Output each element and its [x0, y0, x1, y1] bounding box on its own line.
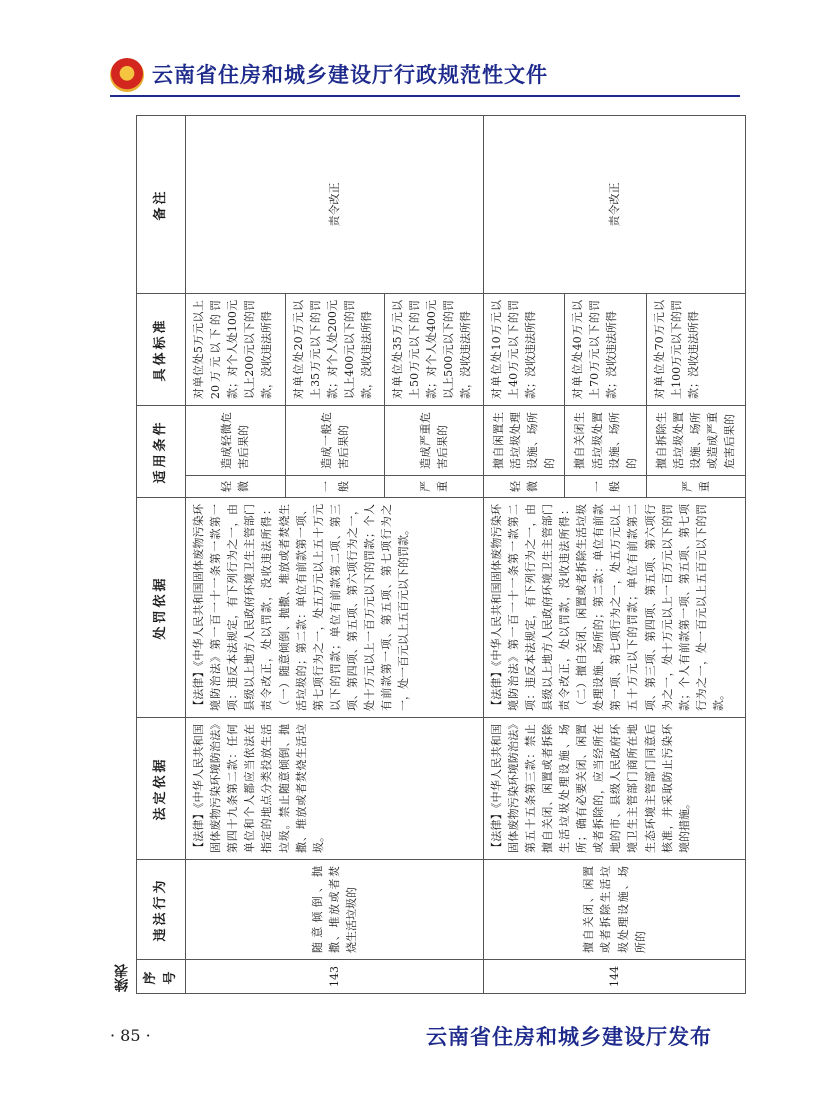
column-header-standard: 具体标准 — [137, 293, 186, 405]
header-title: 云南省住房和城乡建设厅行政规范性文件 — [152, 63, 548, 87]
row-condition: 擅自关闭生活垃圾处置设施、场所的 — [565, 405, 646, 475]
row-act: 随意倾倒、抛撒、堆放或者焚烧生活垃圾的 — [186, 860, 484, 960]
row-condition: 造成严重危害后果的 — [384, 405, 483, 475]
table-row — [186, 115, 285, 993]
row-legal-basis: 【法律】《中华人民共和国固体废物污染环境防治法》第五十五条第三款：禁止擅自关闭、闲置或者拆除生活垃圾处理设施、场所；确有必要关闭、闲置或者拆除的，应当经所在地的市、县级人民政府环境卫生主管部门商所在地生态环境主管部门同意后核准，并采取防止污染环境的措施。 — [484, 718, 746, 860]
column-header-legal-basis: 法定依据 — [137, 718, 186, 860]
row-level: 一般 — [565, 476, 646, 498]
row-level: 一般 — [285, 476, 384, 498]
row-penalty-basis: 【法律】《中华人民共和国固体废物污染环境防治法》第一百一十一条第一款第二项：违反本法规定，有下列行为之一，由县级以上地方人民政府环境卫生主管部门责令改正，处以罚款，没收违法所得：（二）擅自关闭、闲置或者拆除生活垃圾处理设施、场所的；第二款：单位有前款第一项、第七项行为之一，处五万元以上五十万元以下的罚款；单位有前款第二项、第三项、第四项、第五项、第六项行为之一，处十万元以上一百万元以下的罚款；个人有前款第一项、第五项、第七项行为之一，处一百元以上五百元以下的罚款。 — [484, 498, 746, 718]
row-condition: 造成一般危害后果的 — [285, 405, 384, 475]
page-number: · 85 · — [110, 1026, 151, 1045]
column-header-penalty-basis: 处罚依据 — [137, 498, 186, 718]
header-divider — [110, 95, 740, 97]
row-level: 严重 — [384, 476, 483, 498]
footer-publisher: 云南省住房和城乡建设厅发布 — [426, 1025, 712, 1049]
row-condition: 擅自闲置生活垃圾处理设施、场所的 — [484, 405, 565, 475]
table-row — [484, 115, 565, 993]
row-condition: 擅自拆除生活垃圾处置设施、场所或造成严重危害后果的 — [646, 405, 745, 475]
column-header-conditions: 适用条件 — [137, 405, 186, 497]
row-penalty-basis: 【法律】《中华人民共和国固体废物污染环境防治法》第一百一十一条第一款第一项：违反本法规定，有下列行为之一，由县级以上地方人民政府环境卫生主管部门责令改正，处以罚款，没收违法所得：（一）随意倾倒、抛撒、堆放或者焚烧生活垃圾的；第二款：单位有前款第一项、第七项行为之一，处五万元以上五十万元以下的罚款；单位有前款第二项、第三项、第四项、第五项、第六项行为之一，处十万元以上一百万元以下的罚款；个人有前款第一项、第五项、第七项行为之一，处一百元以上五百元以下的罚款。 — [186, 498, 484, 718]
column-header-remark: 备注 — [137, 115, 186, 293]
rotated-table-container — [136, 116, 746, 994]
row-act: 擅自关闭、闲置或者拆除生活垃圾处理设施、场所的 — [484, 860, 746, 960]
row-remark: 责令改正 — [186, 115, 484, 293]
row-level: 轻微 — [186, 476, 285, 498]
penalty-table — [136, 115, 746, 994]
table-header-row — [137, 115, 186, 993]
row-legal-basis: 【法律】《中华人民共和国固体废物污染环境防治法》第四十九条第二款：任何单位和个人都应当依法在指定的地点分类投放生活垃圾。禁止随意倾倒、抛撒、堆放或者焚烧生活垃圾。 — [186, 718, 484, 860]
column-header-seq: 序号 — [137, 960, 186, 994]
row-level: 轻微 — [484, 476, 565, 498]
row-standard: 对单位处20万元以上35万元以下的罚款；对个人处200元以上400元以下的罚款，没收违法所得 — [285, 293, 384, 405]
row-condition: 造成轻微危害后果的 — [186, 405, 285, 475]
continued-label: 续表 — [114, 964, 130, 992]
row-standard: 对单位处10万元以上40万元以下的罚款；没收违法所得 — [484, 293, 565, 405]
row-seq: 144 — [484, 960, 746, 994]
national-emblem-icon — [110, 58, 144, 92]
document-header — [110, 56, 730, 94]
row-seq: 143 — [186, 960, 484, 994]
row-standard: 对单位处40万元以上70万元以下的罚款；没收违法所得 — [565, 293, 646, 405]
row-standard: 对单位处35万元以上50万元以下的罚款；对个人处400元以上500元以下的罚款，没收违法所得 — [384, 293, 483, 405]
row-standard: 对单位处5万元以上20万元以下的罚款；对个人处100元以上200元以下的罚款，没收违法所得 — [186, 293, 285, 405]
row-level: 严重 — [646, 476, 745, 498]
column-header-act: 违法行为 — [137, 860, 186, 960]
row-standard: 对单位处70万元以上100万元以下的罚款；没收违法所得 — [646, 293, 745, 405]
row-remark: 责令改正 — [484, 115, 746, 293]
